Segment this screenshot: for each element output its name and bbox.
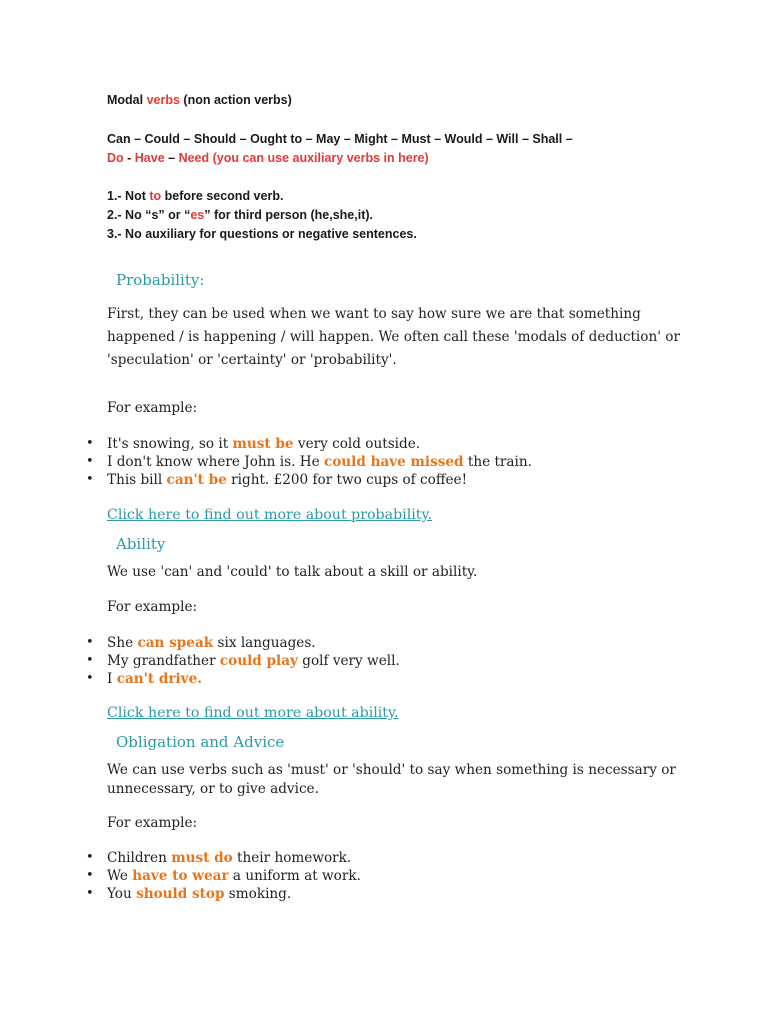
- example-text: smoking.: [224, 886, 292, 902]
- modal-do: Do: [107, 151, 124, 165]
- rule-2: [107, 208, 373, 222]
- ability-more-link[interactable]: Click here to find out more about ability.: [107, 705, 399, 721]
- probability-paragraph-line: 'speculation' or 'certainty' or 'probability'.: [107, 352, 397, 368]
- ability-examples: [0, 634, 400, 688]
- probability-heading: Probability:: [116, 271, 205, 289]
- list-item: [0, 867, 361, 885]
- ability-paragraph: We use 'can' and 'could' to talk about a skill or ability.: [107, 564, 478, 580]
- rule-2-highlight: es: [190, 208, 205, 222]
- example-text: You: [107, 886, 137, 902]
- bullet-icon: •: [86, 850, 94, 865]
- example-text: She: [107, 635, 138, 651]
- bullet-icon: •: [86, 671, 94, 686]
- obligation-paragraph-line: unnecessary, or to give advice.: [107, 781, 319, 797]
- example-highlight: must be: [232, 436, 294, 452]
- bullet-icon: •: [86, 635, 94, 650]
- example-text: This bill: [107, 472, 167, 488]
- example-text: Children: [107, 850, 172, 866]
- bullet-icon: •: [86, 436, 94, 451]
- intro-title-prefix: Modal: [107, 93, 147, 107]
- example-highlight: could have missed: [323, 454, 464, 470]
- modal-need: Need (you can use auxiliary verbs in here): [178, 151, 429, 165]
- bullet-icon: •: [86, 472, 94, 487]
- list-item: [0, 435, 532, 453]
- rule-1: [107, 189, 283, 203]
- rule-1-highlight: to: [149, 189, 162, 203]
- rule-2-text: ” for third person (he,she,it).: [204, 208, 374, 222]
- list-item: [0, 670, 400, 688]
- ability-heading: Ability: [116, 535, 166, 553]
- rule-2-text: 2.- No “s” or “: [107, 208, 191, 222]
- example-highlight: have to wear: [132, 868, 229, 884]
- example-text: My grandfather: [107, 653, 220, 669]
- example-text: I: [107, 671, 117, 687]
- probability-examples: [0, 435, 532, 489]
- example-text: the train.: [463, 454, 532, 470]
- modal-sep: -: [123, 151, 135, 165]
- probability-paragraph-line: First, they can be used when we want to say how sure we are that something: [107, 306, 641, 322]
- example-text: golf very well.: [297, 653, 400, 669]
- probability-for-example: For example:: [107, 400, 198, 416]
- bullet-icon: •: [86, 653, 94, 668]
- bullet-icon: •: [86, 868, 94, 883]
- rule-1-text: 1.- Not: [107, 189, 150, 203]
- example-highlight: could play: [219, 653, 298, 669]
- example-text: very cold outside.: [293, 436, 421, 452]
- example-highlight: can't be: [166, 472, 227, 488]
- probability-more-link[interactable]: Click here to find out more about probability.: [107, 507, 433, 523]
- bullet-icon: •: [86, 886, 94, 901]
- ability-for-example: For example:: [107, 599, 198, 615]
- intro-title-highlight: verbs: [146, 93, 180, 107]
- example-highlight: must do: [171, 850, 233, 866]
- example-highlight: should stop: [136, 886, 225, 902]
- probability-paragraph-line: happened / is happening / will happen. We often call these 'modals of deduction' or: [107, 329, 680, 345]
- modal-sep: –: [164, 151, 179, 165]
- example-text: It's snowing, so it: [107, 436, 233, 452]
- list-item: [0, 471, 532, 489]
- list-item: [0, 849, 361, 867]
- example-text: .: [197, 671, 202, 687]
- example-highlight: can't drive: [116, 671, 198, 687]
- modal-have: Have: [134, 151, 165, 165]
- example-text: We: [107, 868, 133, 884]
- example-text: six languages.: [213, 635, 316, 651]
- example-text: right. £200 for two cups of coffee!: [226, 472, 468, 488]
- obligation-paragraph: [107, 761, 687, 799]
- probability-paragraph: [107, 303, 687, 372]
- example-text: their homework.: [232, 850, 352, 866]
- modals-list-line2: [107, 151, 429, 165]
- obligation-examples: [0, 849, 361, 903]
- list-item: [0, 885, 361, 903]
- list-item: [0, 453, 532, 471]
- list-item: [0, 634, 400, 652]
- rule-1-text: before second verb.: [161, 189, 284, 203]
- example-text: I don't know where John is. He: [107, 454, 324, 470]
- obligation-paragraph-line: We can use verbs such as 'must' or 'should' to say when something is necessary or: [107, 762, 676, 778]
- bullet-icon: •: [86, 454, 94, 469]
- example-text: a uniform at work.: [228, 868, 361, 884]
- modals-list-line1: Can – Could – Should – Ought to – May – Might – Must – Would – Will – Shall –: [107, 132, 573, 146]
- example-highlight: can speak: [137, 635, 214, 651]
- rule-3: 3.- No auxiliary for questions or negative sentences.: [107, 227, 417, 241]
- intro-title-suffix: (non action verbs): [179, 93, 292, 107]
- list-item: [0, 652, 400, 670]
- obligation-for-example: For example:: [107, 815, 198, 831]
- obligation-heading: Obligation and Advice: [116, 733, 285, 751]
- intro-title: [107, 93, 292, 107]
